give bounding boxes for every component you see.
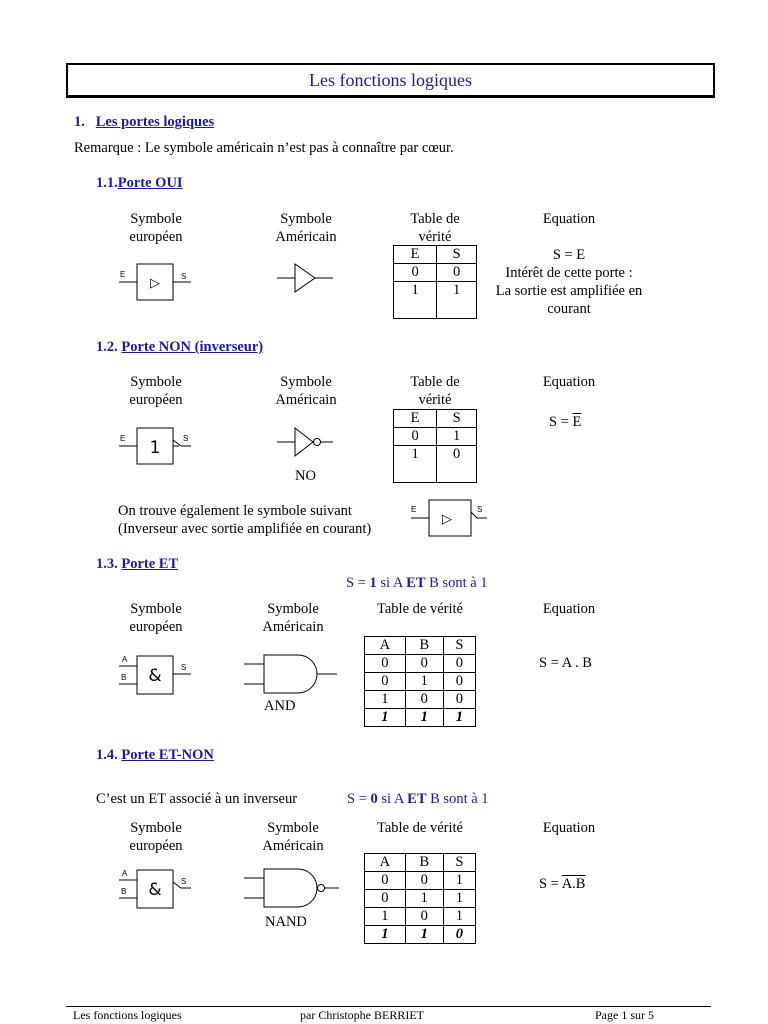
remark: Remarque : Le symbole américain n’est pas à connaître par cœur. (74, 140, 454, 156)
col-label: Symbole (130, 601, 182, 617)
pin-label-a: A (122, 869, 128, 878)
table-cell: A (365, 854, 406, 872)
oui-note-line: La sortie est amplifiée en (495, 283, 643, 299)
table-row (365, 673, 476, 691)
table-cell: 0 (437, 446, 477, 483)
non-american-symbol (275, 426, 339, 460)
table-cell: 1 (365, 691, 406, 709)
table-cell: 0 (443, 673, 475, 691)
page-title: Les fonctions logiques (66, 63, 715, 97)
pin-label-in: E (411, 505, 417, 514)
footer-rule (66, 1006, 711, 1007)
table-cell: 0 (443, 926, 475, 944)
col-label: européen (129, 838, 183, 854)
footer-left: Les fonctions logiques (73, 1008, 182, 1022)
etnon-col-truth: Table de vérité (377, 820, 463, 836)
table-cell: 0 (365, 890, 406, 908)
table-cell: 1 (405, 673, 443, 691)
etnon-number: 1.4. (96, 747, 118, 763)
etnon-rule (347, 791, 489, 808)
non-european-symbol (115, 424, 195, 468)
et-col-euro (106, 600, 206, 636)
non-col-equation: Equation (542, 374, 596, 390)
table-cell: 1 (405, 709, 443, 727)
oui-note-line: courant (547, 301, 591, 317)
oui-american-symbol (275, 262, 339, 296)
etnon-us-label: NAND (265, 914, 307, 930)
section-heading (74, 114, 214, 131)
table-row (365, 926, 476, 944)
et-european-symbol (115, 652, 195, 698)
footer-page-number: Page 1 sur 5 (595, 1008, 654, 1022)
etnon-american-symbol (240, 866, 344, 910)
et-col-equation: Equation (542, 601, 596, 617)
rule-keyword: ET (407, 791, 427, 807)
table-cell: 0 (394, 264, 437, 282)
col-label: européen (129, 229, 183, 245)
table-cell: 1 (394, 446, 437, 483)
gate-symbol: ▷ (442, 512, 452, 527)
rule-value: 0 (370, 791, 378, 807)
oui-col-euro (106, 210, 206, 246)
et-title: Porte ET (121, 556, 179, 572)
et-number: 1.3. (96, 556, 118, 572)
rule-part: B sont à 1 (426, 791, 489, 807)
col-label: Américain (262, 838, 324, 854)
table-cell: 1 (443, 890, 475, 908)
table-cell: 0 (437, 264, 477, 282)
et-col-us (243, 600, 343, 636)
oui-note-line: Intérêt de cette porte : (505, 265, 633, 281)
oui-equation-block (479, 246, 659, 318)
etnon-truth-table (364, 853, 476, 944)
table-header-row (365, 637, 476, 655)
pin-label-in: E (120, 434, 126, 443)
section-title: Les portes logiques (95, 114, 215, 130)
non-col-euro (106, 373, 206, 409)
et-col-truth: Table de vérité (377, 601, 463, 617)
table-row (365, 691, 476, 709)
table-row (394, 446, 477, 483)
non-title: Porte NON (inverseur) (121, 339, 264, 355)
non-alt-symbol (407, 496, 491, 540)
pin-label-out: S (181, 877, 187, 886)
oui-european-symbol (115, 260, 195, 304)
etnon-european-symbol (115, 866, 195, 912)
table-row (365, 890, 476, 908)
oui-col-truth (385, 210, 485, 246)
table-cell: 0 (394, 428, 437, 446)
table-cell: 1 (394, 282, 437, 319)
col-label: vérité (418, 229, 452, 245)
pin-label-a: A (122, 655, 128, 664)
table-cell: 0 (443, 655, 475, 673)
col-label: Américain (275, 392, 337, 408)
rule-part: si A (377, 791, 408, 807)
table-cell: 1 (405, 926, 443, 944)
rule-part: B sont à 1 (425, 575, 488, 591)
pin-label-b: B (121, 673, 127, 682)
table-cell: 0 (365, 872, 406, 890)
rule-part: S = (346, 575, 370, 591)
et-truth-table (364, 636, 476, 727)
table-cell: 1 (443, 872, 475, 890)
gate-symbol: & (148, 880, 162, 900)
col-label: Symbole (267, 601, 319, 617)
rule-value: 1 (369, 575, 377, 591)
rule-part: S = (347, 791, 371, 807)
table-cell: A (365, 637, 406, 655)
col-label: européen (129, 392, 183, 408)
pin-label-out: S (181, 663, 187, 672)
table-row (365, 709, 476, 727)
table-row (365, 655, 476, 673)
table-row (365, 872, 476, 890)
et-american-symbol (240, 652, 340, 696)
pin-label-b: B (121, 887, 127, 896)
table-cell: 1 (443, 709, 475, 727)
table-cell: 0 (405, 908, 443, 926)
col-label: Symbole (130, 374, 182, 390)
pin-label-in: E (120, 270, 126, 279)
et-rule (346, 575, 488, 592)
table-cell: 0 (405, 872, 443, 890)
col-label: européen (129, 619, 183, 635)
non-alt-line: On trouve également le symbole suivant (118, 503, 352, 519)
etnon-col-euro (106, 819, 206, 855)
equation-overline-term: A.B (561, 876, 586, 892)
col-label: Américain (275, 229, 337, 245)
table-cell: 1 (437, 282, 477, 319)
table-cell: 1 (443, 908, 475, 926)
pin-label-out: S (181, 272, 187, 281)
gate-symbol: ▷ (150, 276, 160, 291)
table-cell: S (437, 246, 477, 264)
oui-equation: S = E (552, 247, 586, 263)
table-row (394, 428, 477, 446)
table-cell: S (443, 854, 475, 872)
non-heading (96, 339, 263, 356)
etnon-col-equation: Equation (542, 820, 596, 836)
non-alt-text (118, 502, 371, 538)
et-us-label: AND (264, 698, 296, 714)
table-cell: S (443, 637, 475, 655)
non-col-truth (385, 373, 485, 409)
oui-truth-table (393, 245, 477, 319)
equation-lhs: S = (539, 876, 562, 892)
et-equation: S = A . B (539, 655, 592, 671)
etnon-equation (539, 876, 585, 893)
col-label: Symbole (280, 211, 332, 227)
pin-label-out: S (477, 505, 483, 514)
non-alt-line: (Inverseur avec sortie amplifiée en courant) (118, 521, 372, 537)
etnon-col-us (243, 819, 343, 855)
table-header-row (394, 410, 477, 428)
non-col-us (256, 373, 356, 409)
oui-number: 1.1. (96, 175, 118, 191)
table-cell: E (394, 410, 437, 428)
col-label: Symbole (130, 820, 182, 836)
pin-label-out: S (183, 434, 189, 443)
col-label: Symbole (280, 374, 332, 390)
table-cell: B (405, 854, 443, 872)
table-cell: E (394, 246, 437, 264)
table-cell: B (405, 637, 443, 655)
oui-title: Porte OUI (117, 175, 183, 191)
table-header-row (365, 854, 476, 872)
col-label: Symbole (130, 211, 182, 227)
equation-overline-term: $\overline{E}$ (572, 414, 582, 430)
etnon-title: Porte ET-NON (121, 747, 214, 763)
non-number: 1.2. (96, 339, 118, 355)
col-label: Américain (262, 619, 324, 635)
table-cell: 1 (437, 428, 477, 446)
oui-heading (96, 175, 183, 192)
gate-symbol: 1 (149, 438, 161, 458)
table-cell: 0 (443, 691, 475, 709)
etnon-intro: C’est un ET associé à un inverseur (96, 791, 298, 807)
table-cell: 0 (365, 673, 406, 691)
table-row (365, 908, 476, 926)
non-truth-table (393, 409, 477, 483)
table-cell: 0 (405, 655, 443, 673)
col-label: vérité (418, 392, 452, 408)
rule-keyword: ET (406, 575, 426, 591)
table-cell: 1 (405, 890, 443, 908)
et-heading (96, 556, 178, 573)
equation-lhs: S = (549, 414, 573, 430)
table-cell: 0 (365, 655, 406, 673)
table-cell: 1 (365, 926, 406, 944)
rule-part: si A (376, 575, 407, 591)
table-cell: 1 (365, 709, 406, 727)
oui-col-us (256, 210, 356, 246)
table-cell: 1 (365, 908, 406, 926)
table-cell: 0 (405, 691, 443, 709)
table-row (394, 282, 477, 319)
oui-col-equation: Equation (542, 211, 596, 227)
non-us-label: NO (295, 468, 316, 484)
non-equation (549, 414, 581, 431)
table-cell: S (437, 410, 477, 428)
section-number: 1. (74, 114, 85, 130)
footer-author: par Christophe BERRIET (300, 1008, 424, 1022)
col-label: Symbole (267, 820, 319, 836)
table-row (394, 264, 477, 282)
col-label: Table de (410, 211, 460, 227)
etnon-heading (96, 747, 214, 764)
table-header-row (394, 246, 477, 264)
gate-symbol: & (148, 666, 162, 686)
col-label: Table de (410, 374, 460, 390)
